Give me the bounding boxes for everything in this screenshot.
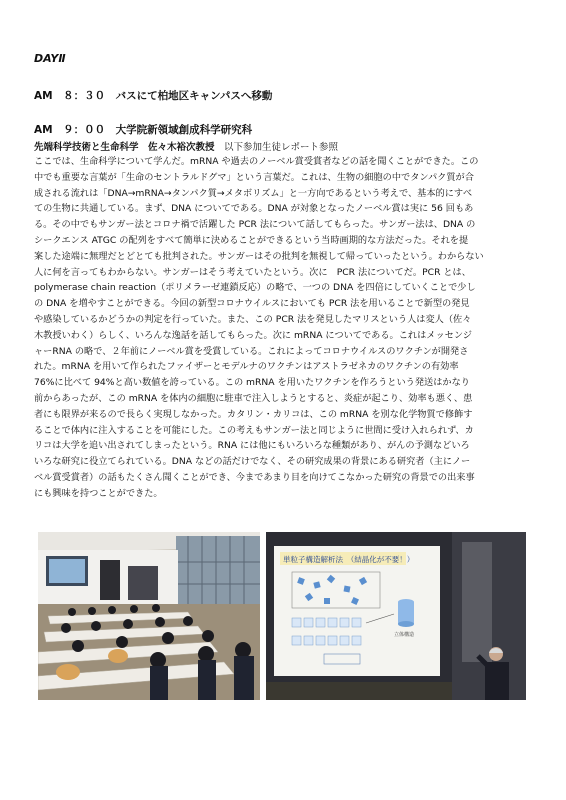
report-body: [34, 154, 534, 502]
report-line: 中でも重要な言葉が「生命のセントラルドグマ」という言葉だ。これは、生物の細胞の中でタンパク質が合: [34, 171, 474, 183]
report-line: ここでは、生命科学について学んだ。mRNA や過去のノーベル賞受賞者などの話を聞くことができた。この: [34, 156, 479, 167]
slide-title: 単粒子構造解析法 （結晶化が不要！）: [283, 555, 415, 564]
report-line: る。その中でもサンガー法とコロナ禍で活躍した PCR 法について話してもらった。サンガー法は、DNA の: [34, 219, 476, 231]
report-line: ベル賞受賞者）の話もたくさん聞くことができ、今まであまり目を向けてこなかった研究の背景での出来事: [34, 471, 475, 483]
report-line: ることで体内に注入することを可能にした。この考えもサンガー法と同じように世間に受け入れられず、カ: [34, 424, 474, 436]
report-line: や感染しているかどうかの判定を行っていた。また、この PCR 法を発見したマリスという人は変人（佐々: [34, 313, 472, 325]
report-line: 者にも限界が来るので長らく実現しなかった。カタリン・カリコは、この mRNA を別な化学物質で修飾す: [34, 408, 473, 420]
report-line: ての生物に共通している。まず、DNA についてである。DNA が対象となったノーベル賞は実に 56 回もあ: [34, 203, 474, 215]
report-line: の DNA を増やすことができる。今回の新型コロナウイルスにおいても PCR 法を用いることで新型の発見: [34, 298, 470, 310]
day-label: DAYⅡ: [34, 52, 66, 65]
report-line: シークエンス ATGC の配列をすべて簡単に決めることができるという当時画期的な方法だった。それを提: [34, 234, 469, 246]
report-line: polymerase chain reaction（ポリメラーゼ連鎖反応）の略で、一つの DNA を四倍にしていくことで少し: [34, 282, 476, 294]
report-line: 木教授いわく）らしく、いろんな逸話を話してもらった。次に mRNA についてである。これはメッセンジ: [34, 329, 472, 341]
lecture-slide-illustration: [266, 532, 526, 700]
report-line: 人に何を言ってもわからない。サンガーはそう考えていたという。次に PCR 法についてだ。PCR とは、: [34, 266, 471, 278]
report-line: れた。mRNA を用いて作られたファイザーとモデルナのワクチンはアストラゼネカのワクチンの有効率: [34, 361, 459, 373]
lecture-hall-illustration: [38, 532, 260, 700]
lecture-hall-photo: [38, 532, 260, 700]
schedule-lecture: AM ９：００ 大学院新領域創成科学研究科: [34, 124, 253, 136]
report-line: ャーRNA の略で、２年前にノーベル賞を受賞している。これによってコロナウイルスのワクチンが開発さ: [34, 345, 469, 357]
report-line: にも興味を持つことができた。: [34, 487, 163, 499]
schedule-bus: AM ８：３０ バスにて柏地区キャンパスへ移動: [34, 90, 273, 102]
report-line: いろな研究に役立てられている。DNA などの話だけでなく、その研究成果の背景にある研究者（主にノー: [34, 456, 471, 468]
report-line: リコは大学を追い出されてしまったという。RNA には他にもいろいろな種類があり、がんの予測などいろ: [34, 440, 470, 452]
report-line: 前からあったが、この mRNA を体内の細胞に駐車で注入しようとすると、炎症が起こり、効率も悪く、患: [34, 392, 473, 404]
projected-slide: [274, 546, 440, 676]
lecture-title: 先端科学技術と生命科学 佐々木裕次教授: [34, 142, 215, 153]
report-line: 76%に比べて 94%と高い数値を誇っている。この mRNA を用いたワクチンを作ろうという発送はかなり: [34, 377, 470, 389]
report-line: 案した途端に無理だとどとても批判された。サンガーはその批判を無視して帰っていったという。わからない: [34, 250, 484, 262]
slide-label-structure: 立体構造: [394, 632, 415, 638]
lecture-note: 以下参加生徒レポート参照: [224, 142, 339, 153]
report-line: 成される流れは「DNA→mRNA→タンパク質→メタボリズム」と一方向であるという考えで、基本的にすべ: [34, 187, 473, 199]
lecture-slide-photo: [266, 532, 526, 700]
lecture-subheading: [34, 139, 338, 153]
